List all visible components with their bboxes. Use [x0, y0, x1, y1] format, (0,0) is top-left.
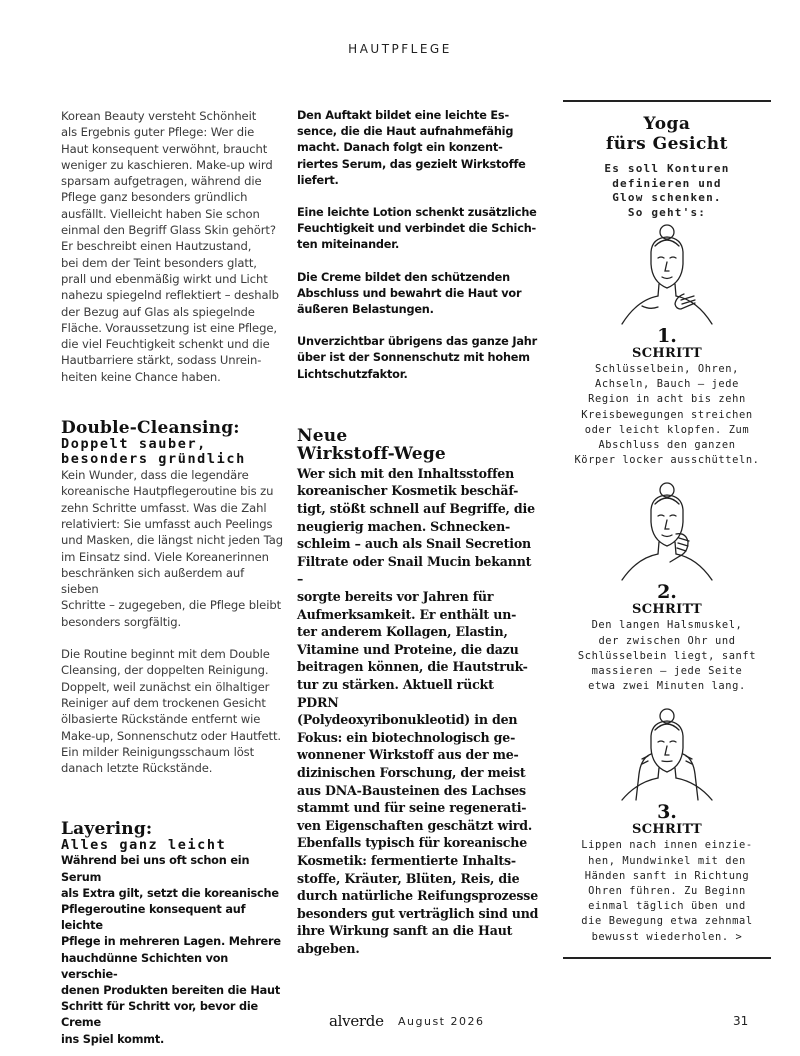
layering-subtitle: Alles ganz leicht [61, 837, 227, 854]
yoga-intro: Es soll Konturen definieren und Glow schenken. So geht's: [604, 162, 730, 219]
face-illustration-step-3 [612, 704, 722, 802]
step-1-label: SCHRITT [632, 346, 702, 361]
layers-paragraph-1: Den Auftakt bildet eine leichte Es- sence, die die Haut aufnahmefähig macht. Danach folgt ein konzent- riertes Serum, das gezielt Wirkstoffe liefert. [297, 109, 526, 187]
face-illustration-step-2 [612, 478, 722, 582]
step-3-number: 3. [657, 801, 677, 824]
step-2-number: 2. [657, 581, 677, 604]
layers-paragraph-3: Die Creme bildet den schützenden Abschluss und bewahrt die Haut vor äußeren Belastungen. [297, 270, 522, 317]
layering-title: Layering: [61, 819, 153, 840]
step-3-label: SCHRITT [632, 822, 702, 838]
page-number: 31 [733, 1014, 749, 1028]
intro-paragraph: Korean Beauty versteht Schönheit als Ergebnis guter Pflege: Wer die Haut konsequent verwöhnt, braucht weniger zu kaschieren. Make-up wird sparsam aufgetragen, während die Pflege ganz besonders gründlich ausfällt. Vielleicht haben Sie schon einmal den Begriff Glass Skin gehört? Er beschreibt einen Hautzustand, bei dem der Teint besonders glatt, prall und ebenmäßig wirkt und Licht nahezu spiegelnd reflektiert – deshalb der Bezug auf Glas als spiegelnde Fläche. Voraussetzung ist eine Pflege, die viel Feuchtigkeit schenkt und die Hautbarriere stärkt, sodass Unrein- heiten keine Chance haben. [61, 109, 279, 384]
section-header: HAUTPFLEGE [348, 42, 452, 56]
layers-paragraph-2: Eine leichte Lotion schenkt zusätzliche Feuchtigkeit und verbindet die Schich- ten miteinander. [297, 206, 537, 252]
top-rule [563, 100, 771, 102]
double-cleansing-paragraph-1: Kein Wunder, dass die legendäre koreanische Hautpflegeroutine bis zu zehn Schritte umfasst. Was die Zahl relativiert: Sie umfasst auch Peelings und Masken, die längst nicht jeden Tag im Einsatz sind. Viele Koreanerinnen beschränken sich außerdem auf sieben Schritte – zugegeben, die Pflege bleibt besonders sorgfältig. [61, 468, 283, 629]
yoga-sidebar [563, 100, 771, 959]
neue-wirkstoffe-section [297, 427, 539, 958]
column-left [61, 108, 283, 1048]
step-1-number: 1. [657, 325, 677, 347]
face-illustration-step-1 [612, 220, 722, 326]
neue-wirkstoffe-paragraph: Wer sich mit den Inhaltsstoffen koreanischer Kosmetik beschäf- tigt, stößt schnell auf Begriffe, die neugierig machen. Schnecken- schleim – auch als Snail Secretion Filtrate oder Snail Mucin bekannt – sorgte bereits vor Jahren für Aufmerksamkeit. Er enthält un- ter anderem Kollagen, Elastin, Vitamine und Proteine, die dazu beitragen können, die Hautstruk- tur zu stärken. Aktuell rückt PDRN (Polydeoxyribonukleotid) in den Fokus: ein biotechnologisch ge- wonnener Wirkstoff aus der me- dizinischen Forschung, der meist aus DNA-Bausteinen des Lachses stammt und für seine regenerati- ven Eigenschaften geschätzt wird. Ebenfalls typisch für koreanische Kosmetik: fermentierte Inhalts- stoffe, Kräuter, Blüten, Reis, die durch natürliche Reifungsprozesse besonders gut verträglich sind und ihre Wirkung sanft an die Haut abgeben. [297, 465, 539, 956]
layers-paragraph-4: Unverzichtbar übrigens das ganze Jahr über ist der Sonnenschutz mit hohem Lichtschutzfaktor. [297, 335, 537, 381]
double-cleansing-subtitle: Doppelt sauber, besonders gründlich [61, 436, 246, 468]
yoga-title: Yoga fürs Gesicht [605, 114, 729, 154]
step-1-text: Schlüsselbein, Ohren, Achseln, Bauch – jede Region in acht bis zehn Kreisbewegungen streichen oder leicht klopfen. Zum Abschluss den ganzen Körper locker ausschütteln. [574, 363, 760, 467]
double-cleansing-section [61, 419, 283, 776]
step-2-text: Den langen Halsmuskel, der zwischen Ohr und Schlüsselbein liegt, sanft massieren – jede Seite etwa zwei Minuten lang. [577, 619, 757, 693]
column-middle [297, 108, 539, 957]
layering-section [61, 820, 283, 1047]
double-cleansing-title: Double-Cleansing: [61, 418, 240, 439]
double-cleansing-paragraph-2: Die Routine beginnt mit dem Double Cleansing, der doppelten Reinigung. Doppelt, weil zunächst ein ölhaltiger Reiniger auf dem trockenen Gesicht ölbasierte Rückstände entfernt wie Make-up, Sonnenschutz oder Hautfett. Ein milder Reinigungsschaum löst danach letzte Rückstände. [61, 647, 282, 776]
step-2-label: SCHRITT [632, 602, 702, 618]
footer-date: August 2026 [398, 1015, 485, 1028]
bottom-rule [563, 957, 771, 959]
footer-brand: alverde [329, 1012, 384, 1030]
layering-paragraph: Während bei uns oft schon ein Serum als Extra gilt, setzt die koreanische Pflegeroutine konsequent auf leichte Pflege in mehreren Lagen. Mehrere hauchdünne Schichten von verschie- denen Produkten bereiten die Haut Schritt für Schritt vor, bevor die Creme ins Spiel kommt. [61, 854, 281, 1046]
neue-wirkstoffe-title: Neue Wirkstoff-Wege [297, 425, 446, 464]
step-3-text: Lippen nach innen einzie- hen, Mundwinkel mit den Händen sanft in Richtung Ohren führen. Zu Beginn einmal täglich üben und die Bewegung etwa zehnmal bewusst wiederholen. > [581, 839, 753, 943]
